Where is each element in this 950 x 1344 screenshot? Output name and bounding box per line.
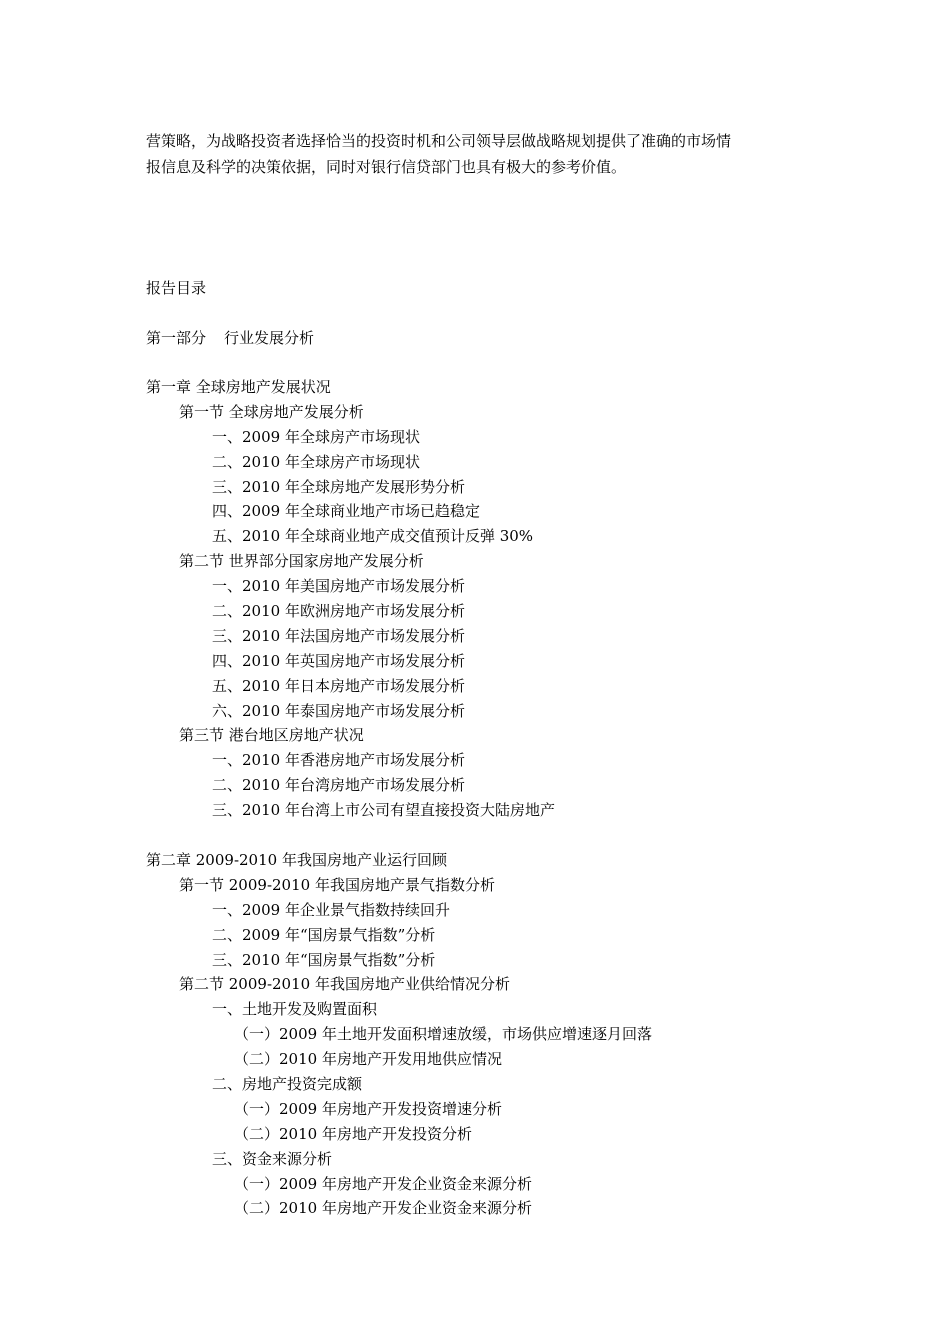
chapter-1-section	[146, 375, 846, 823]
toc-section-entry: 第二节 世界部分国家房地产发展分析	[179, 552, 424, 571]
toc-subsection-entry: 四、2009 年全球商业地产市场已趋稳定	[212, 502, 480, 521]
toc-subitem-entry: （一）2009 年土地开发面积增速放缓，市场供应增速逐月回落	[234, 1025, 652, 1044]
toc-subitem-entry: （一）2009 年房地产开发投资增速分析	[234, 1099, 502, 1118]
toc-subsection-entry: 三、2010 年法国房地产市场发展分析	[212, 626, 465, 645]
toc-subsection-entry: 一、2009 年企业景气指数持续回升	[212, 900, 450, 919]
toc-subsection-entry: 六、2010 年泰国房地产市场发展分析	[212, 701, 465, 720]
toc-subsection-entry: 三、2010 年“国房景气指数”分析	[212, 950, 436, 969]
toc-section-entry: 第二节 2009-2010 年我国房地产业供给情况分析	[179, 975, 510, 994]
chapter-title: 第一章 全球房地产发展状况	[146, 378, 331, 396]
toc-subitem-entry: （二）2010 年房地产开发企业资金来源分析	[234, 1199, 532, 1218]
toc-subsection-entry: 五、2010 年全球商业地产成交值预计反弹 30%	[212, 527, 534, 546]
intro-line-2: 报信息及科学的决策依据，同时对银行信贷部门也具有极大的参考价值。	[146, 158, 627, 176]
part-label: 第一部分	[146, 329, 207, 347]
toc-subsection-entry: 二、2010 年台湾房地产市场发展分析	[212, 776, 465, 795]
toc-subsection-entry: 一、2009 年全球房产市场现状	[212, 427, 420, 446]
intro-paragraph	[146, 128, 826, 180]
chapter-title: 第二章 2009-2010 年我国房地产业运行回顾	[146, 851, 447, 869]
toc-subsection-entry: 二、2010 年全球房产市场现状	[212, 452, 420, 471]
toc-subsection-entry: 五、2010 年日本房地产市场发展分析	[212, 676, 465, 695]
toc-subsection-entry: 三、资金来源分析	[212, 1149, 333, 1168]
toc-subsection-entry: 一、2010 年香港房地产市场发展分析	[212, 751, 465, 770]
toc-section-entry: 第三节 港台地区房地产状况	[179, 726, 364, 745]
toc-subsection-entry: 二、房地产投资完成额	[212, 1075, 363, 1094]
toc-subsection-entry: 一、2010 年美国房地产市场发展分析	[212, 577, 465, 596]
toc-subitem-entry: （二）2010 年房地产开发投资分析	[234, 1124, 472, 1143]
toc-section-entry: 第一节 2009-2010 年我国房地产景气指数分析	[179, 875, 495, 894]
toc-subsection-entry: 二、2010 年欧洲房地产市场发展分析	[212, 602, 465, 621]
toc-subsection-entry: 三、2010 年全球房地产发展形势分析	[212, 477, 465, 496]
toc-subsection-entry: 二、2009 年“国房景气指数”分析	[212, 925, 436, 944]
toc-heading: 报告目录	[146, 279, 207, 297]
part-heading	[146, 326, 314, 350]
chapter-2-section	[146, 848, 846, 1221]
toc-section-entry: 第一节 全球房地产发展分析	[179, 402, 364, 421]
toc-subsection-entry: 四、2010 年英国房地产市场发展分析	[212, 651, 465, 670]
intro-line-1: 营策略，为战略投资者选择恰当的投资时机和公司领导层做战略规划提供了准确的市场情	[146, 132, 732, 150]
toc-subsection-entry: 一、土地开发及购置面积	[212, 1000, 378, 1019]
toc-subitem-entry: （二）2010 年房地产开发用地供应情况	[234, 1050, 502, 1069]
toc-subitem-entry: （一）2009 年房地产开发企业资金来源分析	[234, 1174, 532, 1193]
toc-subsection-entry: 三、2010 年台湾上市公司有望直接投资大陆房地产	[212, 801, 555, 820]
part-title: 行业发展分析	[224, 329, 315, 347]
